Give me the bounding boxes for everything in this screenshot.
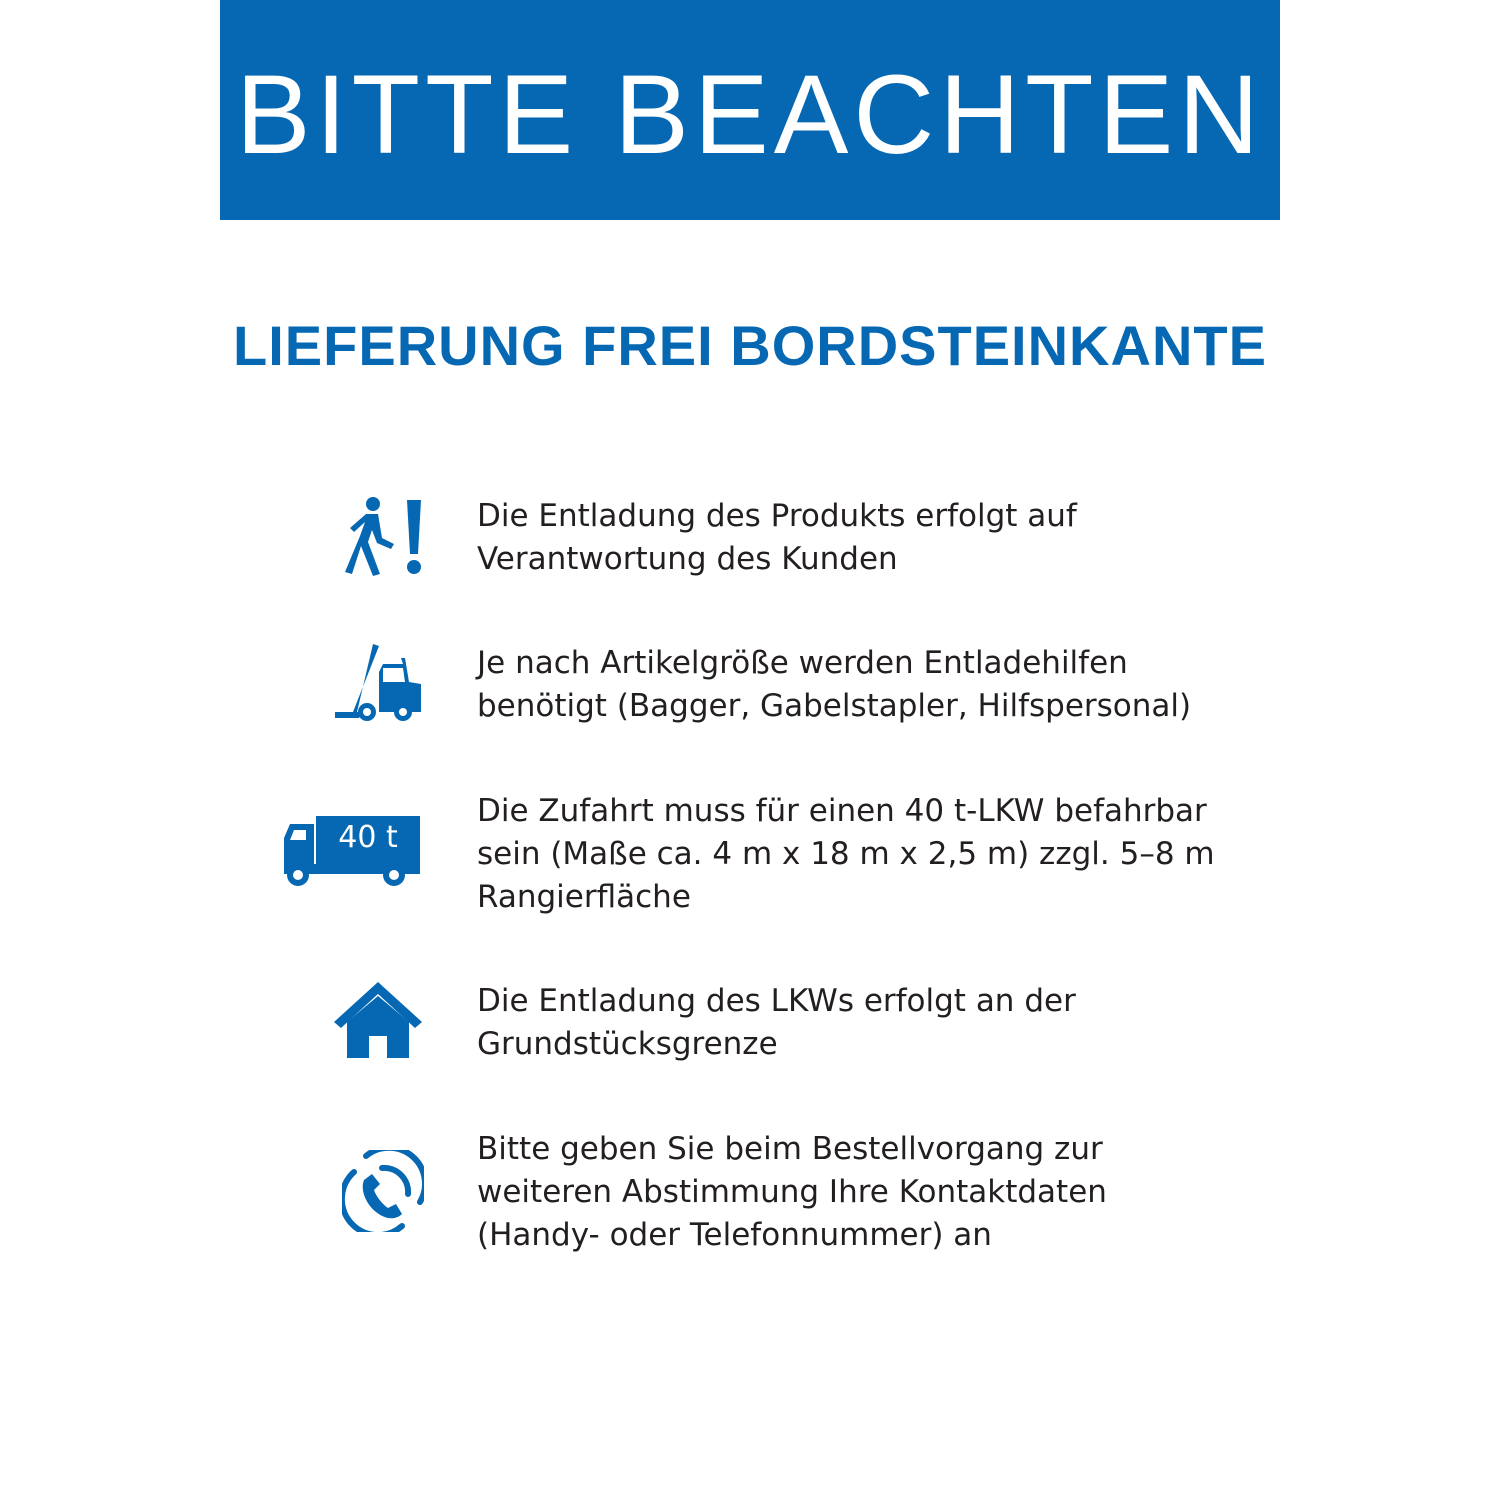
pedestrian-warning-icon	[340, 494, 430, 576]
truck-load-label: 40 t	[338, 820, 398, 855]
notice-text	[477, 980, 1237, 1066]
house-icon	[333, 980, 423, 1060]
forklift-icon	[333, 642, 425, 724]
notice-text	[477, 790, 1237, 919]
truck-icon	[282, 814, 422, 888]
notice-line: sein (Maße ca. 4 m x 18 m x 2,5 m) zzgl. 5–8 m	[477, 836, 1215, 872]
notice-text	[477, 1128, 1237, 1257]
notice-line: Grundstücksgrenze	[477, 1026, 778, 1062]
notice-line: Bitte geben Sie beim Bestellvorgang zur	[477, 1131, 1103, 1167]
notice-line: Die Entladung des LKWs erfolgt an der	[477, 983, 1076, 1019]
page-title: BITTE BEACHTEN	[235, 52, 1265, 177]
notice-line: Rangierfläche	[477, 879, 691, 915]
phone-icon	[342, 1150, 424, 1232]
notice-line: weiteren Abstimmung Ihre Kontaktdaten	[477, 1174, 1107, 1210]
notice-line: benötigt (Bagger, Gabelstapler, Hilfspersonal)	[477, 688, 1192, 724]
notice-line: Die Entladung des Produkts erfolgt auf	[477, 498, 1077, 534]
page-subtitle: LIEFERUNG FREI BORDSTEINKANTE	[233, 314, 1267, 377]
header-banner	[220, 0, 1280, 220]
notice-text	[477, 642, 1237, 728]
notice-line: Die Zufahrt muss für einen 40 t-LKW befahrbar	[477, 793, 1207, 829]
notice-line: Verantwortung des Kunden	[477, 541, 898, 577]
notice-line: Je nach Artikelgröße werden Entladehilfen	[477, 645, 1128, 681]
notice-text	[477, 495, 1237, 581]
notice-line: (Handy- oder Telefonnummer) an	[477, 1217, 992, 1253]
